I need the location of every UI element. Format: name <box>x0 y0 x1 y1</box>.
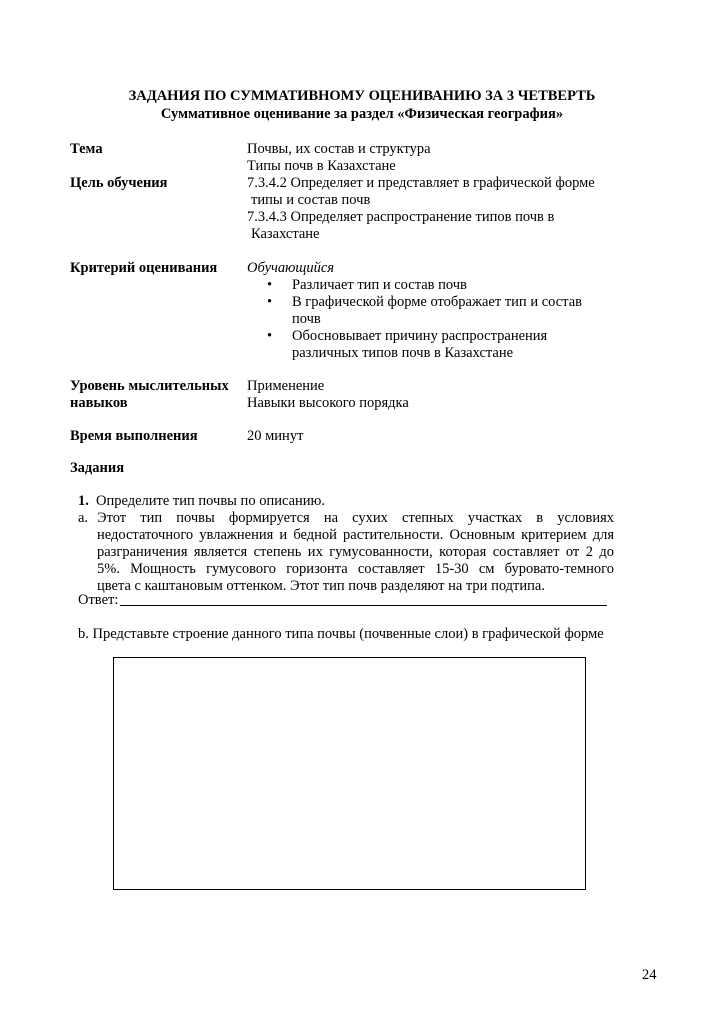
part-a-line-1: Этот тип почвы формируется на сухих степных участках в условиях <box>97 510 614 526</box>
criteria-item-3-line-1: Обосновывает причину распространения <box>292 328 548 344</box>
part-b-text: b. Представьте строение данного типа почвы (почвенные слои) в графической форме <box>78 626 604 642</box>
goal-line-4: Казахстане <box>251 226 320 242</box>
part-a-marker: a. <box>78 510 89 526</box>
document-title: ЗАДАНИЯ ПО СУММАТИВНОМУ ОЦЕНИВАНИЮ ЗА 3 ЧЕТВЕРТЬ <box>128 88 596 104</box>
part-a-line-3: разграничения является степень их гумусованности, которая составляет от 2 до <box>97 544 614 560</box>
part-a-line-5: цвета с каштановым оттенком. Этот тип почв разделяют на три подтипа. <box>97 578 545 594</box>
criteria-item-2-line-1: В графической форме отображает тип и состав <box>292 294 582 310</box>
bullet-icon: • <box>267 328 273 344</box>
criteria-label: Критерий оценивания <box>70 260 218 276</box>
goal-label: Цель обучения <box>70 175 168 191</box>
topic-line-1: Почвы, их состав и структура <box>247 141 431 157</box>
skills-label-line-1: Уровень мыслительных <box>70 378 229 394</box>
goal-line-2: типы и состав почв <box>251 192 371 208</box>
goal-line-1: 7.3.4.2 Определяет и представляет в графической форме <box>247 175 595 191</box>
criteria-intro: Обучающийся <box>247 260 335 276</box>
document-subtitle: Суммативное оценивание за раздел «Физическая география» <box>160 106 564 122</box>
task-1-text: Определите тип почвы по описанию. <box>96 493 325 509</box>
part-a-line-2: недостаточного увлажнения и бедной растительности. Основным критерием для <box>97 527 614 543</box>
task-1-number: 1. <box>78 493 89 509</box>
topic-label: Тема <box>70 141 103 157</box>
time-label: Время выполнения <box>70 428 198 444</box>
tasks-heading: Задания <box>70 460 125 476</box>
goal-line-3: 7.3.4.3 Определяет распространение типов почв в <box>247 209 555 225</box>
drawing-area[interactable] <box>113 657 586 890</box>
bullet-icon: • <box>267 294 273 310</box>
page-number: 24 <box>642 967 657 983</box>
skills-line-2: Навыки высокого порядка <box>247 395 409 411</box>
skills-label-line-2: навыков <box>70 395 128 411</box>
criteria-item-1: Различает тип и состав почв <box>292 277 467 293</box>
part-a-line-4: 5%. Мощность гумусового горизонта составляет 15-30 см буровато-темного <box>97 561 614 577</box>
time-value: 20 минут <box>247 428 304 444</box>
topic-line-2: Типы почв в Казахстане <box>247 158 396 174</box>
criteria-item-3-line-2: различных типов почв в Казахстане <box>292 345 514 361</box>
answer-label: Ответ: <box>78 592 119 608</box>
bullet-icon: • <box>267 277 273 293</box>
skills-line-1: Применение <box>247 378 325 394</box>
criteria-item-2-line-2: почв <box>292 311 321 327</box>
answer-line[interactable] <box>120 605 607 606</box>
